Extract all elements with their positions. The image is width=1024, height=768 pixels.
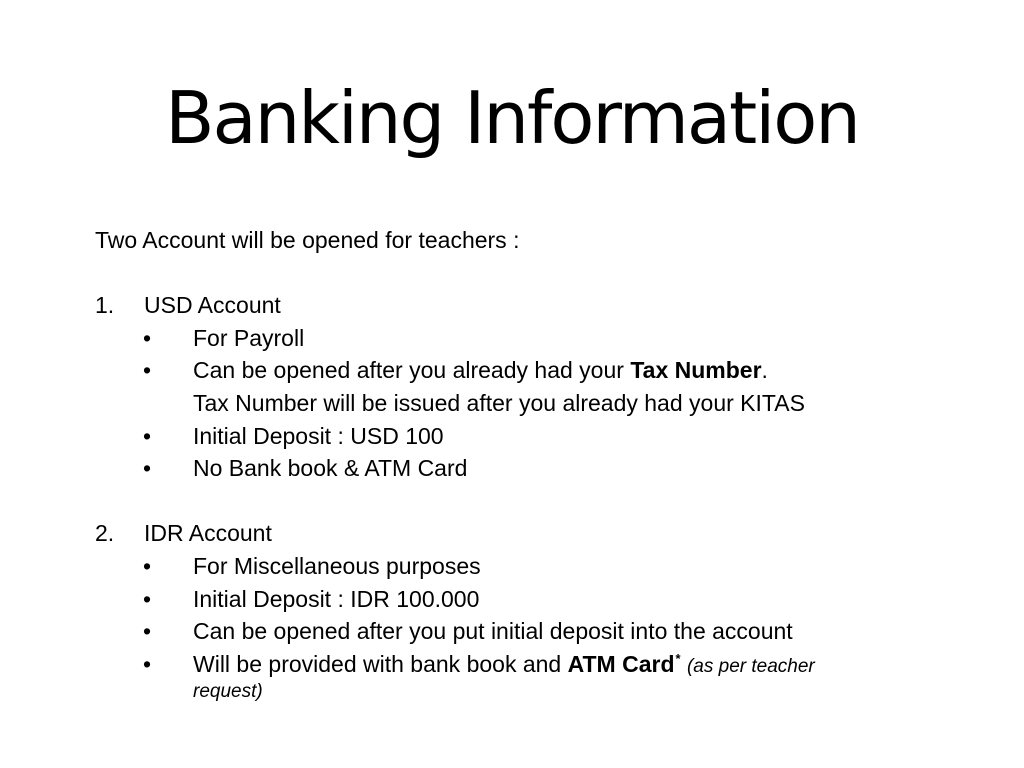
item-text-part: Can be opened after you already had your bbox=[193, 357, 631, 384]
atm-card-emphasis: ATM Card bbox=[567, 650, 675, 677]
footnote-marker: * bbox=[675, 650, 681, 666]
idr-account-heading bbox=[95, 517, 975, 550]
request-note: (as per teacher bbox=[686, 655, 815, 677]
list-item-no-bank-book bbox=[95, 452, 975, 485]
tax-number-emphasis: Tax Number bbox=[630, 357, 762, 384]
bullet-icon: • bbox=[143, 650, 152, 677]
item-text: Initial Deposit : IDR 100.000 bbox=[193, 585, 480, 612]
section-label: IDR Account bbox=[144, 520, 272, 547]
request-note-continuation: request) bbox=[193, 681, 263, 703]
bullet-icon: • bbox=[143, 618, 152, 645]
slide-title: Banking Information bbox=[165, 76, 859, 160]
list-item-misc-purposes bbox=[95, 550, 975, 583]
item-text: For Payroll bbox=[193, 324, 305, 351]
item-text: For Miscellaneous purposes bbox=[193, 552, 481, 579]
bullet-icon: • bbox=[143, 324, 152, 351]
list-item-idr-deposit bbox=[95, 583, 975, 616]
bullet-icon: • bbox=[143, 585, 152, 612]
intro-text: Two Account will be opened for teachers : bbox=[95, 227, 520, 253]
item-text-continuation: Tax Number will be issued after you already had your KITAS bbox=[193, 389, 805, 416]
item-text bbox=[193, 648, 975, 681]
bullet-icon: • bbox=[143, 422, 152, 449]
section-number: 2. bbox=[95, 520, 115, 547]
list-item-tax-number bbox=[95, 354, 975, 419]
item-text: No Bank book & ATM Card bbox=[193, 455, 468, 482]
bullet-icon: • bbox=[143, 552, 152, 579]
item-text-part: Will be provided with bank book and bbox=[193, 650, 568, 677]
list-item-payroll bbox=[95, 322, 975, 355]
item-text: Can be opened after you put initial deposit into the account bbox=[193, 618, 793, 645]
usd-account-heading bbox=[95, 289, 975, 322]
list-item-atm-card bbox=[95, 648, 975, 709]
item-text: Initial Deposit : USD 100 bbox=[193, 422, 444, 449]
slide-body bbox=[95, 224, 975, 741]
usd-account-section bbox=[95, 289, 975, 485]
bullet-icon: • bbox=[143, 455, 152, 482]
idr-account-section bbox=[95, 517, 975, 708]
section-label: USD Account bbox=[144, 292, 281, 319]
item-text-part: . bbox=[761, 357, 768, 384]
section-number: 1. bbox=[95, 292, 115, 319]
list-item-usd-deposit bbox=[95, 420, 975, 453]
item-text bbox=[193, 354, 975, 387]
list-item-opened-after-deposit bbox=[95, 615, 975, 648]
bullet-icon: • bbox=[143, 357, 152, 384]
